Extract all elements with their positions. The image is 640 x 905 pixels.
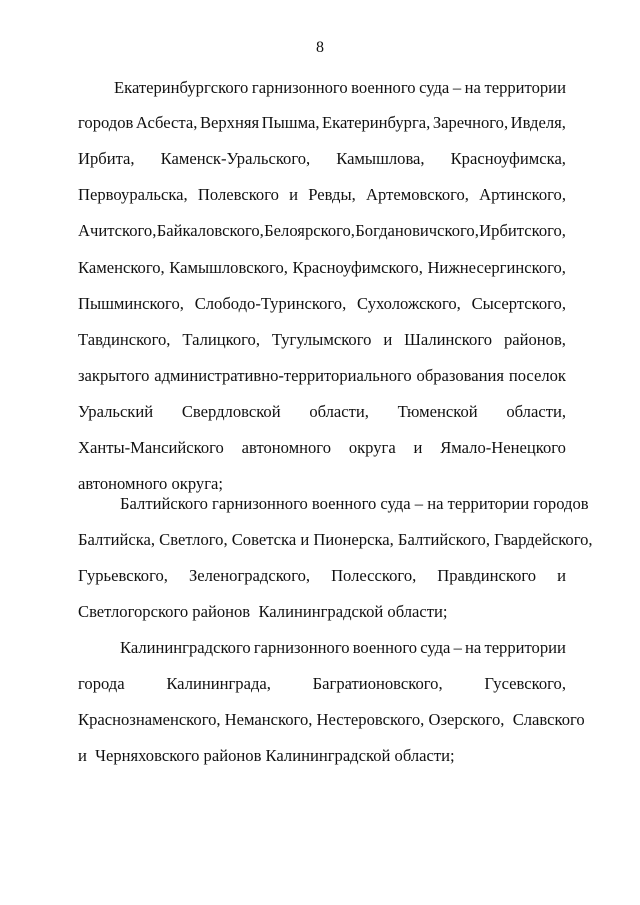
text-word: административно-территориального [154, 366, 412, 385]
text-word: и [413, 438, 423, 457]
text-line [78, 149, 566, 169]
text-word: Верхняя [199, 113, 260, 132]
text-word: Свердловской [181, 402, 281, 421]
text-word: Камышловского, [169, 258, 288, 277]
text-word: области, [309, 402, 369, 421]
text-line [78, 366, 566, 386]
text-word: Ачитского, [78, 221, 157, 240]
text-word: Талицкого, [182, 330, 260, 349]
text-word: Каменск-Уральского, [160, 149, 311, 168]
text-line [78, 330, 566, 350]
text-line [78, 221, 566, 241]
text-word: Байкаловского, [156, 221, 264, 240]
text-line [78, 402, 566, 422]
text-word: Белоярского, [264, 221, 355, 240]
text-word: Сысертского, [471, 294, 566, 313]
text-word: закрытого [78, 366, 150, 385]
text-line: Балтийска, Светлого, Советска и Пионерска, Балтийского, Гвардейского, [78, 530, 593, 549]
text-word: на [465, 638, 482, 657]
text-word: Калининграда, [166, 674, 271, 693]
text-word: Ревды, [308, 185, 356, 204]
text-word: военного [352, 638, 418, 657]
text-line [78, 113, 566, 133]
text-word: Тугулымского [271, 330, 372, 349]
text-word: Ямало-Ненецкого [440, 438, 566, 457]
text-line [78, 674, 566, 694]
text-word: Богдановичского, [355, 221, 479, 240]
text-word: Нижнесергинского, [427, 258, 566, 277]
text-line: Краснознаменского, Неманского, Нестеровского, Озерского, Славского [78, 710, 585, 729]
text-word: и [383, 330, 393, 349]
text-word: Тавдинского, [78, 330, 171, 349]
text-word: Багратионовского, [312, 674, 443, 693]
text-line: Светлогорского районов Калининградской области; [78, 602, 448, 621]
text-word: Шалинского [404, 330, 493, 349]
text-word: Зеленоградского, [188, 566, 311, 585]
text-line: автономного округа; [78, 474, 224, 493]
text-word: Ивделя, [510, 113, 566, 132]
text-word: Гусевского, [484, 674, 566, 693]
text-word: поселок [508, 366, 566, 385]
text-word: на [464, 78, 481, 97]
text-word: Тюменской [397, 402, 478, 421]
text-line [78, 566, 566, 586]
text-word: Калининградского [120, 638, 251, 657]
text-word: Полесского, [331, 566, 417, 585]
text-word: и [289, 185, 299, 204]
text-word: Полевского [197, 185, 279, 204]
text-word: территории [484, 78, 566, 97]
text-word: Ирбитского, [479, 221, 566, 240]
text-word: суда [419, 78, 450, 97]
text-line: и Черняховского районов Калининградской области; [78, 746, 455, 765]
text-word: – [453, 638, 462, 657]
text-word: Камышлова, [336, 149, 425, 168]
text-word: Асбеста, [135, 113, 198, 132]
text-word: суда [420, 638, 451, 657]
text-word: Гурьевского, [78, 566, 168, 585]
text-word: районов, [503, 330, 566, 349]
text-line [78, 258, 566, 278]
text-line [78, 294, 566, 314]
text-word: автономного [241, 438, 332, 457]
text-word: Уральский [78, 402, 154, 421]
text-word: Каменского, [78, 258, 165, 277]
page-number: 8 [316, 39, 324, 56]
text-word: Красноуфимского, [292, 258, 423, 277]
text-word: – [452, 78, 462, 97]
text-word: Слободо-Туринского, [194, 294, 347, 313]
text-word: гарнизонного [251, 78, 348, 97]
text-word: Пышминского, [78, 294, 184, 313]
text-word: Правдинского [437, 566, 537, 585]
text-word: Заречного, [432, 113, 509, 132]
text-word: Екатеринбурга, [322, 113, 431, 132]
text-line [120, 638, 566, 658]
text-word: городов [78, 113, 134, 132]
text-line [78, 185, 566, 205]
text-word: Артемовского, [366, 185, 469, 204]
text-word: Екатеринбургского [114, 78, 249, 97]
text-word: Пышма, [261, 113, 320, 132]
text-word: Ирбита, [78, 149, 135, 168]
text-word: территории [484, 638, 566, 657]
text-word: города [78, 674, 125, 693]
text-word: Сухоложского, [357, 294, 461, 313]
text-word: гарнизонного [253, 638, 350, 657]
text-word: Артинского, [479, 185, 566, 204]
text-word: Красноуфимска, [450, 149, 566, 168]
text-line: Балтийского гарнизонного военного суда – на территории городов [120, 494, 589, 513]
text-line [78, 438, 566, 458]
text-word: Первоуральска, [78, 185, 188, 204]
text-word: Ханты-Мансийского [78, 438, 224, 457]
text-word: и [557, 566, 566, 585]
text-line [114, 78, 566, 98]
text-word: образования [416, 366, 505, 385]
text-word: области, [506, 402, 566, 421]
text-word: округа [348, 438, 396, 457]
text-word: военного [351, 78, 416, 97]
